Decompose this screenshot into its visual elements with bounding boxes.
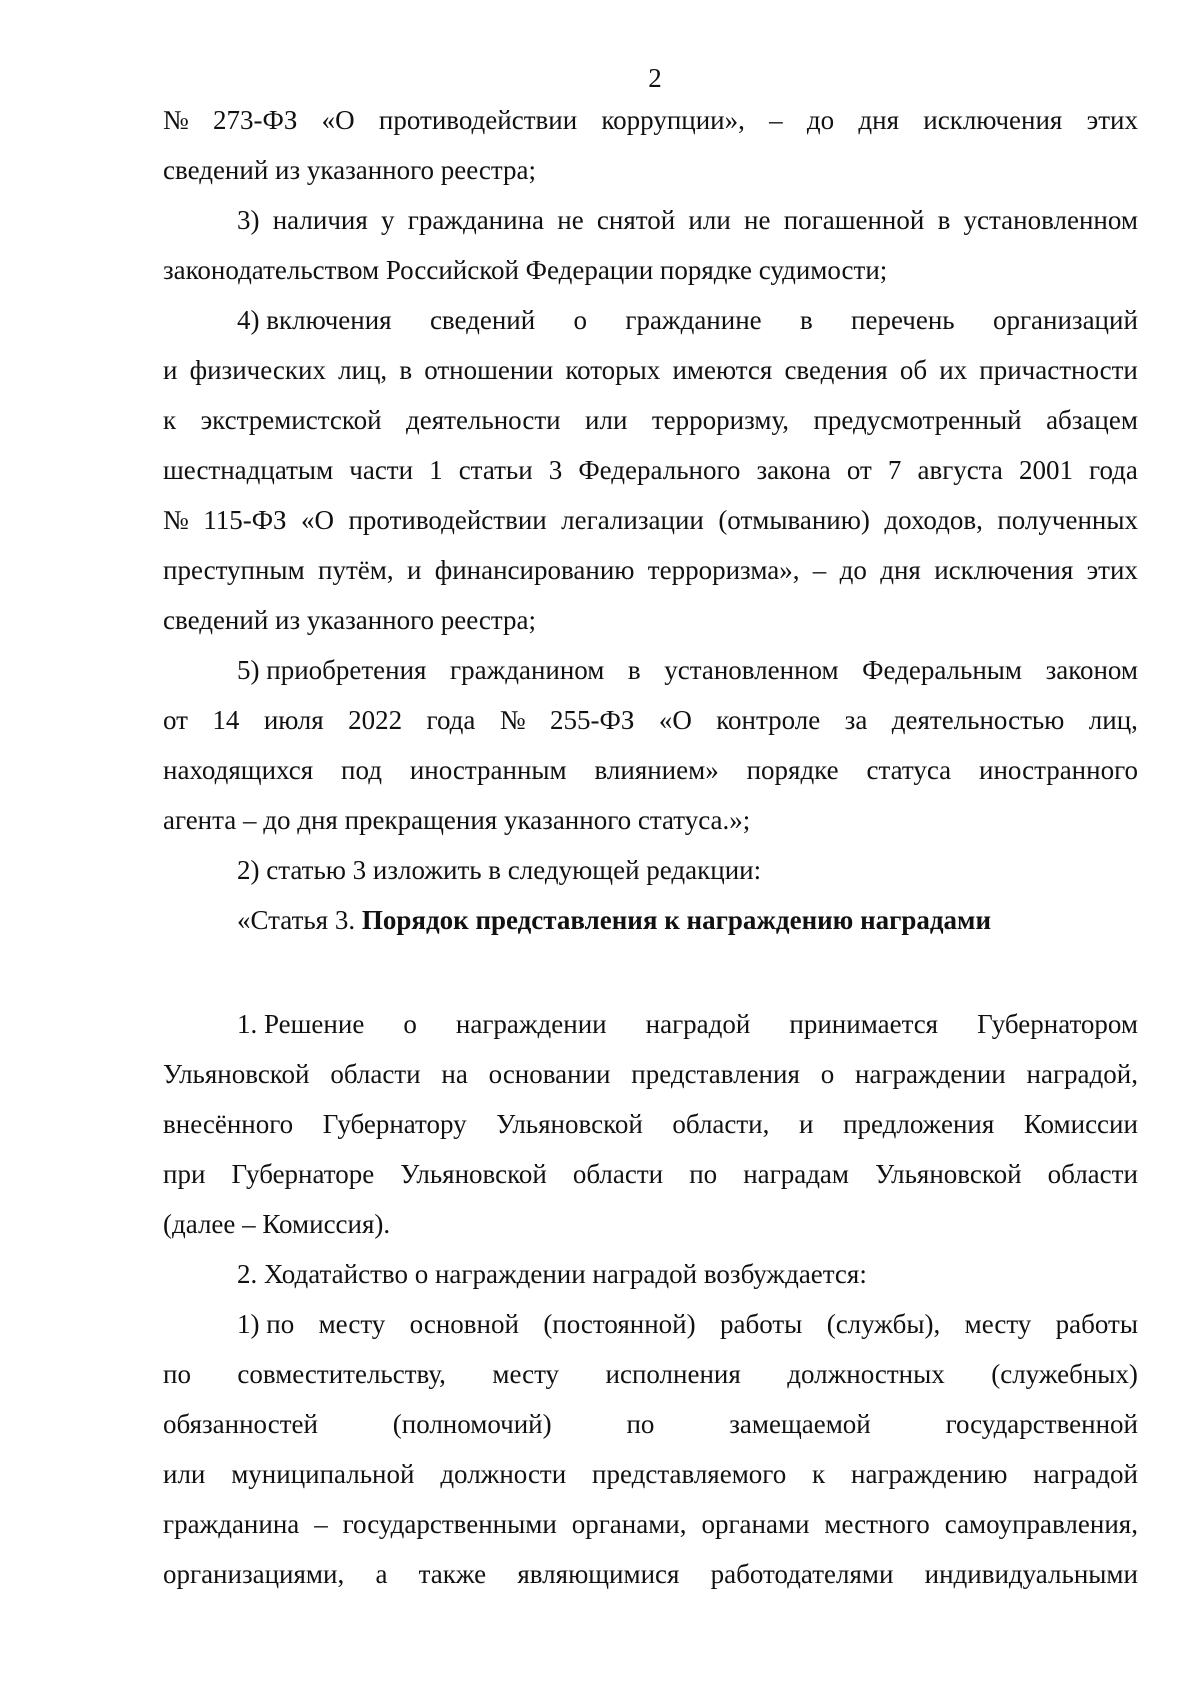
text-line [163, 1399, 1138, 1449]
word: до [839, 555, 867, 585]
word: также [418, 1559, 487, 1589]
word: имеются [672, 355, 773, 385]
word: наградам [743, 1159, 850, 1189]
word: от [163, 705, 188, 735]
word: работы [1055, 1309, 1138, 1339]
word: области [572, 1159, 664, 1189]
word: – [314, 1509, 328, 1539]
word: Ульяновской [875, 1159, 1022, 1189]
text-line [163, 1099, 1138, 1149]
document-body [163, 95, 1138, 1599]
word: месту [964, 1309, 1032, 1339]
text-line [163, 345, 1138, 395]
word: не [557, 205, 584, 235]
word: 273-ФЗ [213, 105, 298, 135]
word: порядке [746, 755, 839, 785]
word: и [406, 555, 422, 585]
word: абзацем [1046, 405, 1138, 435]
word: к [812, 1459, 826, 1489]
word: 1. Решение [237, 1009, 365, 1039]
word: перечень [851, 305, 955, 335]
word: в [799, 305, 813, 335]
word: по [626, 1409, 655, 1439]
word: области, [672, 1109, 770, 1139]
word: Комиссии [1023, 1109, 1138, 1139]
word: государственными [342, 1509, 557, 1539]
word: 7 [887, 455, 902, 485]
word: государственной [945, 1409, 1138, 1439]
word: награждении [855, 1059, 1006, 1089]
word: путём, [318, 555, 394, 585]
word: (службы), [826, 1309, 941, 1339]
word: о [403, 1009, 417, 1039]
word: статьи [458, 455, 533, 485]
word: 255-ФЗ [550, 705, 635, 735]
word: наградой [1033, 1459, 1138, 1489]
word: принимается [789, 1009, 939, 1039]
word: Федеральным [862, 655, 1023, 685]
word: «О [301, 505, 335, 535]
word: терроризму, [651, 405, 790, 435]
word: № [163, 505, 189, 535]
word: 5) приобретения [237, 655, 427, 685]
word: июля [263, 705, 324, 735]
word: организациями, [163, 1559, 345, 1589]
word: – [812, 555, 827, 585]
word: или [585, 405, 628, 435]
word: гражданина [163, 1509, 300, 1539]
word: или [163, 1459, 206, 1489]
word: Губернатору [322, 1109, 467, 1139]
word: или [688, 205, 731, 235]
word: 115-ФЗ [203, 505, 287, 535]
word: обязанностей [163, 1409, 318, 1439]
text-line [163, 1499, 1138, 1549]
word: гражданина [407, 205, 545, 235]
word: – [769, 105, 783, 135]
word: органами, [571, 1509, 687, 1539]
word: 1) по [237, 1309, 295, 1339]
word: легализации [561, 505, 704, 535]
word: на [441, 1059, 468, 1089]
word: организаций [992, 305, 1138, 335]
word: причастности [979, 355, 1138, 385]
text-line [163, 295, 1138, 345]
word: по [163, 1359, 191, 1389]
word: гражданине [625, 305, 762, 335]
word: года [1089, 455, 1138, 485]
text-line [163, 395, 1138, 445]
word: (полномочий) [392, 1409, 552, 1439]
word: Губернатором [977, 1009, 1138, 1039]
word: шестнадцатым [163, 455, 334, 485]
text-line [163, 1449, 1138, 1499]
word: при [163, 1159, 206, 1189]
word: «О [658, 705, 692, 735]
word: Федерального [578, 455, 741, 485]
word: у [381, 205, 395, 235]
word: месту [492, 1359, 560, 1389]
word: индивидуальными [924, 1559, 1138, 1589]
word: преступным [163, 555, 305, 585]
word: установленном [963, 205, 1138, 235]
word: 2022 [348, 705, 403, 735]
word: года [426, 705, 476, 735]
word: погашенной [783, 205, 925, 235]
word: лиц, [338, 355, 388, 385]
text-line [163, 545, 1138, 595]
word: иностранного [979, 755, 1138, 785]
word: местного [824, 1509, 930, 1539]
word: работы [720, 1309, 803, 1339]
word: их [939, 355, 968, 385]
word: законом [1045, 655, 1138, 685]
word: основании [488, 1059, 611, 1089]
word: замещаемой [729, 1409, 871, 1439]
word: за [844, 705, 868, 735]
word: являющимися [517, 1559, 680, 1589]
word: должностных [787, 1359, 945, 1389]
word: награждению [851, 1459, 1008, 1489]
word: в [627, 655, 641, 685]
word: о [820, 1059, 835, 1089]
text-line [163, 195, 1138, 245]
word: 14 [212, 705, 240, 735]
word: этих [1086, 105, 1138, 135]
word: коррупции», [601, 105, 745, 135]
word: закона [756, 455, 831, 485]
word: Ульяновской [400, 1159, 547, 1189]
word: сведений [429, 305, 536, 335]
word: № [499, 705, 526, 735]
word: экстремистской [200, 405, 382, 435]
text-line [163, 445, 1138, 495]
word: (отмыванию) [718, 505, 870, 535]
word: установленном [664, 655, 839, 685]
page-number: 2 [648, 63, 662, 93]
word: под [341, 755, 382, 785]
text-line [163, 1149, 1138, 1199]
word: Губернаторе [231, 1159, 375, 1189]
text-line: агента – до дня прекращения указанного статуса.»; [163, 805, 751, 835]
word: № [163, 105, 189, 135]
word: гражданином [450, 655, 605, 685]
word: находящихся [163, 755, 314, 785]
word: которых [565, 355, 661, 385]
text-line [163, 495, 1138, 545]
word: Ульяновской [163, 1059, 310, 1089]
word: а [375, 1559, 388, 1589]
word: исключения [923, 105, 1063, 135]
word: физических [189, 355, 326, 385]
paragraph-gap [163, 945, 1138, 999]
word: наградой, [1026, 1059, 1138, 1089]
word: дня [858, 105, 900, 135]
word: месту [318, 1309, 386, 1339]
word: отношении [424, 355, 554, 385]
word: финансированию [434, 555, 635, 585]
text-line: 2. Ходатайство о награждении наградой возбуждается: [237, 1259, 867, 1289]
word: награждении [455, 1009, 607, 1039]
article-heading-prefix: «Статья 3. [237, 905, 362, 935]
word: органами [701, 1509, 810, 1539]
word: 1 [429, 455, 443, 485]
word: до [806, 105, 835, 135]
word: области [330, 1059, 421, 1089]
word: лиц, [1088, 705, 1138, 735]
word: к [163, 405, 177, 435]
article-heading-title: Порядок представления к награждению наградами [361, 905, 992, 935]
word: деятельности [406, 405, 561, 435]
word: 3) [237, 205, 260, 235]
text-line [163, 645, 1138, 695]
word: самоуправления, [944, 1509, 1138, 1539]
word: «О [321, 105, 355, 135]
word: сведения [784, 355, 888, 385]
word: (служебных) [991, 1359, 1138, 1389]
word: области [1047, 1159, 1138, 1189]
word: противодействии [348, 505, 547, 535]
text-line: (далее – Комиссия). [163, 1209, 391, 1239]
word: этих [1086, 555, 1138, 585]
word: предусмотренный [813, 405, 1022, 435]
word: иностранным [409, 755, 567, 785]
word: внесённого [163, 1109, 294, 1139]
word: в [937, 205, 951, 235]
text-line [163, 95, 1138, 145]
word: (постоянной) [543, 1309, 696, 1339]
word: исполнения [605, 1359, 741, 1389]
word: работодателями [710, 1559, 894, 1589]
word: деятельностью [891, 705, 1065, 735]
word: и [163, 355, 178, 385]
word: снятой [596, 205, 676, 235]
word: статуса [866, 755, 952, 785]
word: Ульяновской [496, 1109, 643, 1139]
word: доходов, [884, 505, 983, 535]
word: 3 [548, 455, 563, 485]
word: в [399, 355, 413, 385]
word: не [744, 205, 771, 235]
word: основной [409, 1309, 519, 1339]
text-line [163, 1049, 1138, 1099]
word: части [349, 455, 414, 485]
text-line: законодательством Российской Федерации порядке судимости; [163, 255, 888, 285]
word: 4) включения [237, 305, 392, 335]
word: по [689, 1159, 718, 1189]
text-line [163, 695, 1138, 745]
word: наградой [645, 1009, 751, 1039]
word: представляемого [592, 1459, 787, 1489]
text-line: сведений из указанного реестра; [163, 155, 537, 185]
word: совместительству, [237, 1359, 446, 1389]
word: терроризма», [647, 555, 800, 585]
article-heading [163, 895, 1138, 945]
word: влиянием» [594, 755, 719, 785]
word: представления [631, 1059, 800, 1089]
text-line: 2) статью 3 изложить в следующей редакции: [237, 855, 762, 885]
text-line: сведений из указанного реестра; [163, 605, 537, 635]
word: муниципальной [231, 1459, 415, 1489]
text-line [163, 745, 1138, 795]
word: о [573, 305, 588, 335]
text-line [163, 1549, 1138, 1599]
word: от [846, 455, 872, 485]
text-line [163, 1349, 1138, 1399]
text-line [163, 999, 1138, 1049]
word: наличия [272, 205, 368, 235]
word: предложения [843, 1109, 995, 1139]
word: должности [440, 1459, 567, 1489]
word: полученных [997, 505, 1138, 535]
word: дня [880, 555, 921, 585]
text-line [163, 1299, 1138, 1349]
word: августа [917, 455, 1003, 485]
word: и [799, 1109, 814, 1139]
word: об [899, 355, 928, 385]
word: противодействии [378, 105, 578, 135]
word: 2001 [1018, 455, 1073, 485]
word: контроле [716, 705, 821, 735]
word: исключения [934, 555, 1074, 585]
